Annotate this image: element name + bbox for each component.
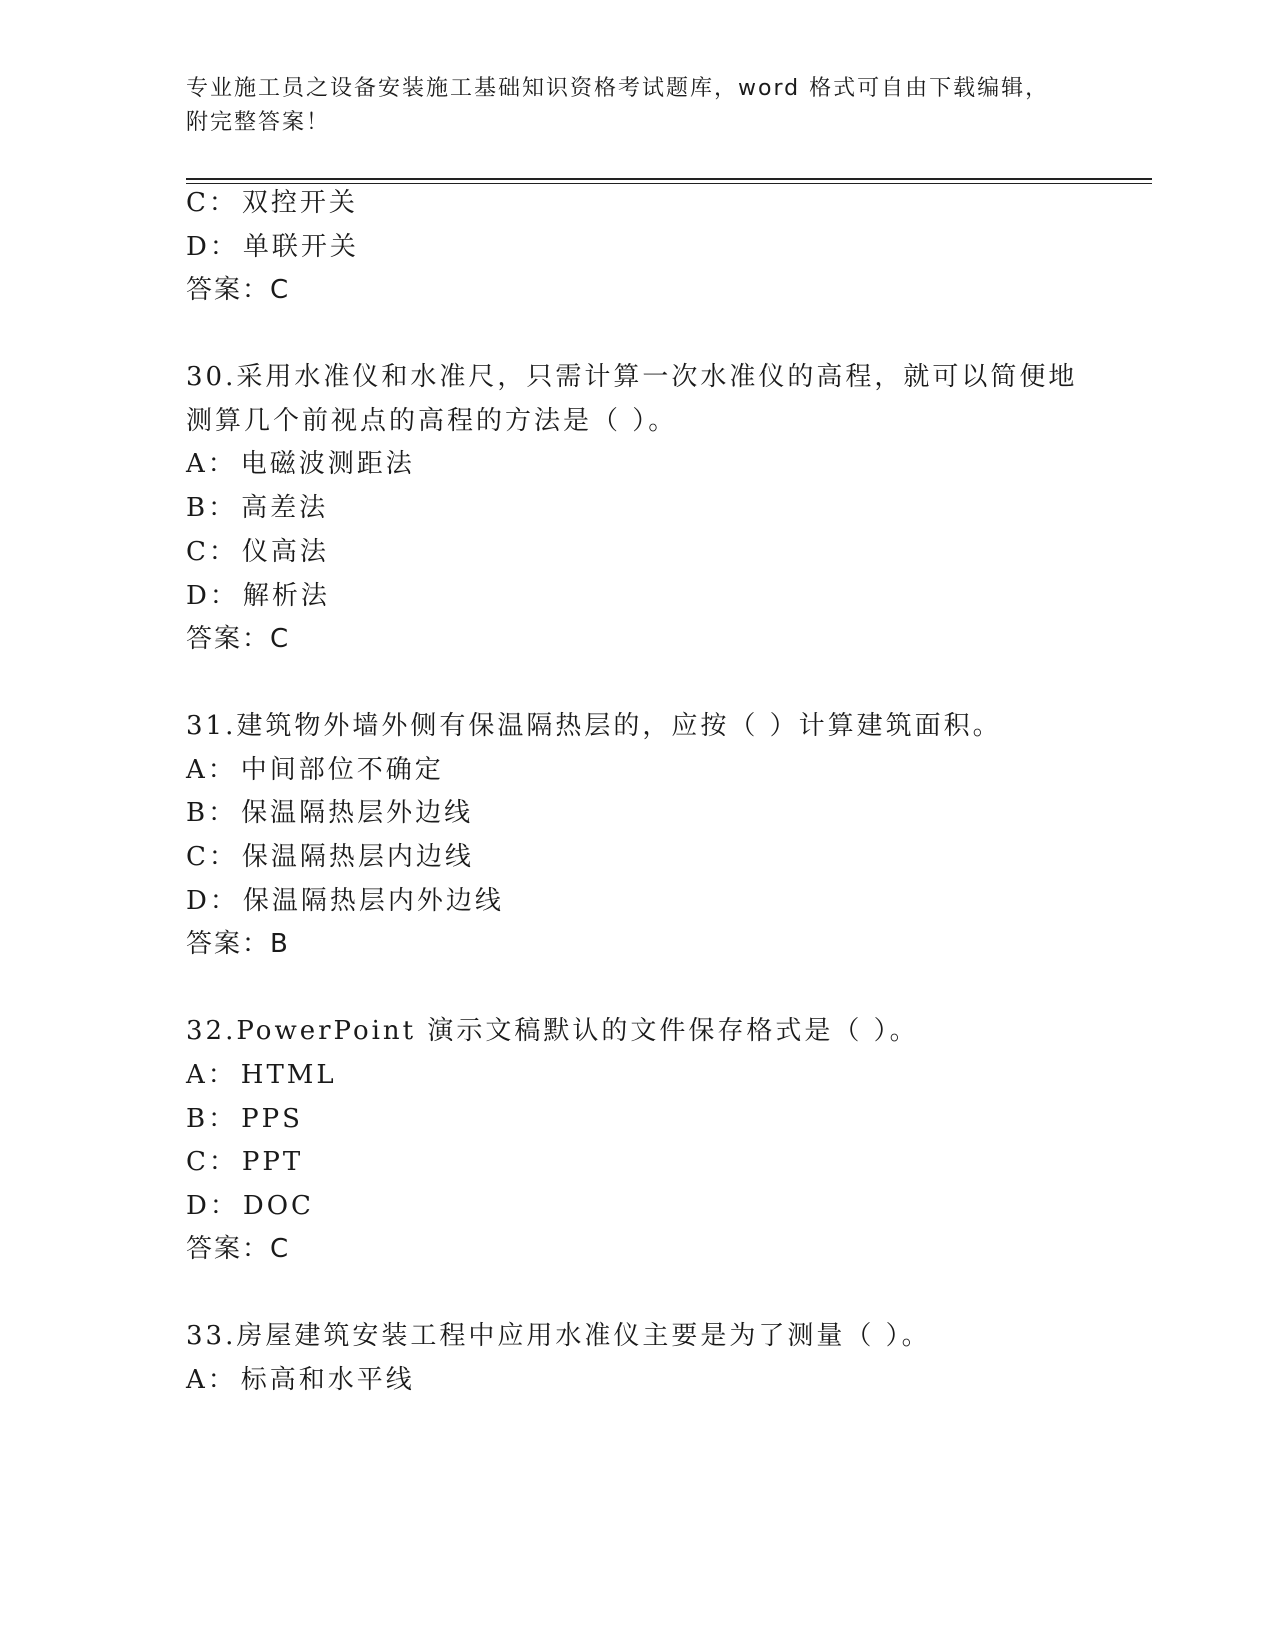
option-label: A： — [186, 1365, 237, 1395]
document-header — [186, 72, 1086, 140]
option-label: C： — [186, 842, 238, 872]
option-text: 电磁波测距法 — [240, 449, 415, 479]
question-line: 31.建筑物外墙外侧有保温隔热层的，应按（ ）计算建筑面积。 — [186, 711, 1002, 741]
option-text: 解析法 — [242, 581, 330, 611]
header-line-2: 附完整答案！ — [186, 110, 331, 135]
header-line-1: 专业施工员之设备安装施工基础知识资格考试题库，word 格式可自由下载编辑， — [186, 76, 1050, 101]
option-label: C： — [186, 188, 238, 218]
option-text: 标高和水平线 — [240, 1365, 415, 1395]
option-line — [186, 796, 473, 830]
option-label: A： — [186, 449, 237, 479]
option-label: C： — [186, 537, 238, 567]
answer-line: 答案：C — [186, 275, 291, 305]
option-line — [186, 186, 358, 220]
option-text: DOC — [242, 1191, 314, 1221]
option-label: D： — [186, 886, 239, 916]
answer-line: 答案：C — [186, 624, 291, 654]
option-line — [186, 753, 444, 787]
option-text: 保温隔热层内边线 — [241, 842, 474, 872]
option-line — [186, 579, 330, 613]
option-line — [186, 840, 474, 874]
option-text: 双控开关 — [241, 188, 358, 218]
option-label: D： — [186, 1191, 239, 1221]
option-label: A： — [186, 755, 237, 785]
option-line — [186, 1058, 337, 1092]
option-line — [186, 1189, 314, 1223]
option-label: B： — [186, 1104, 238, 1134]
question-line: 测算几个前视点的高程的方法是（ ）。 — [186, 406, 678, 436]
option-line — [186, 230, 359, 264]
option-line — [186, 535, 329, 569]
option-line — [186, 1102, 303, 1136]
answer-line: 答案：C — [186, 1234, 291, 1264]
option-label: B： — [186, 798, 238, 828]
question-line: 30.采用水准仪和水准尺，只需计算一次水准仪的高程，就可以简便地 — [186, 362, 1078, 392]
option-text: PPS — [241, 1104, 303, 1134]
option-label: C： — [186, 1147, 238, 1177]
option-line — [186, 491, 328, 525]
option-line — [186, 1145, 303, 1179]
option-label: A： — [186, 1060, 237, 1090]
option-text: PPT — [241, 1147, 304, 1177]
option-text: 仪高法 — [241, 537, 329, 567]
option-line — [186, 447, 415, 481]
option-line — [186, 884, 504, 918]
answer-line: 答案：B — [186, 929, 290, 959]
option-text: 保温隔热层内外边线 — [242, 886, 504, 916]
option-text: 单联开关 — [242, 232, 359, 262]
header-divider-thin — [186, 183, 1152, 184]
option-label: B： — [186, 493, 238, 523]
option-line — [186, 1363, 415, 1397]
option-label: D： — [186, 232, 239, 262]
option-text: 保温隔热层外边线 — [241, 798, 474, 828]
option-text: 中间部位不确定 — [240, 755, 444, 785]
question-line: 32.PowerPoint 演示文稿默认的文件保存格式是（ ）。 — [186, 1016, 919, 1046]
header-divider-thick — [186, 178, 1152, 180]
option-text: 高差法 — [241, 493, 329, 523]
option-label: D： — [186, 581, 239, 611]
question-line: 33.房屋建筑安装工程中应用水准仪主要是为了测量（ ）。 — [186, 1321, 931, 1351]
option-text: HTML — [240, 1060, 337, 1090]
